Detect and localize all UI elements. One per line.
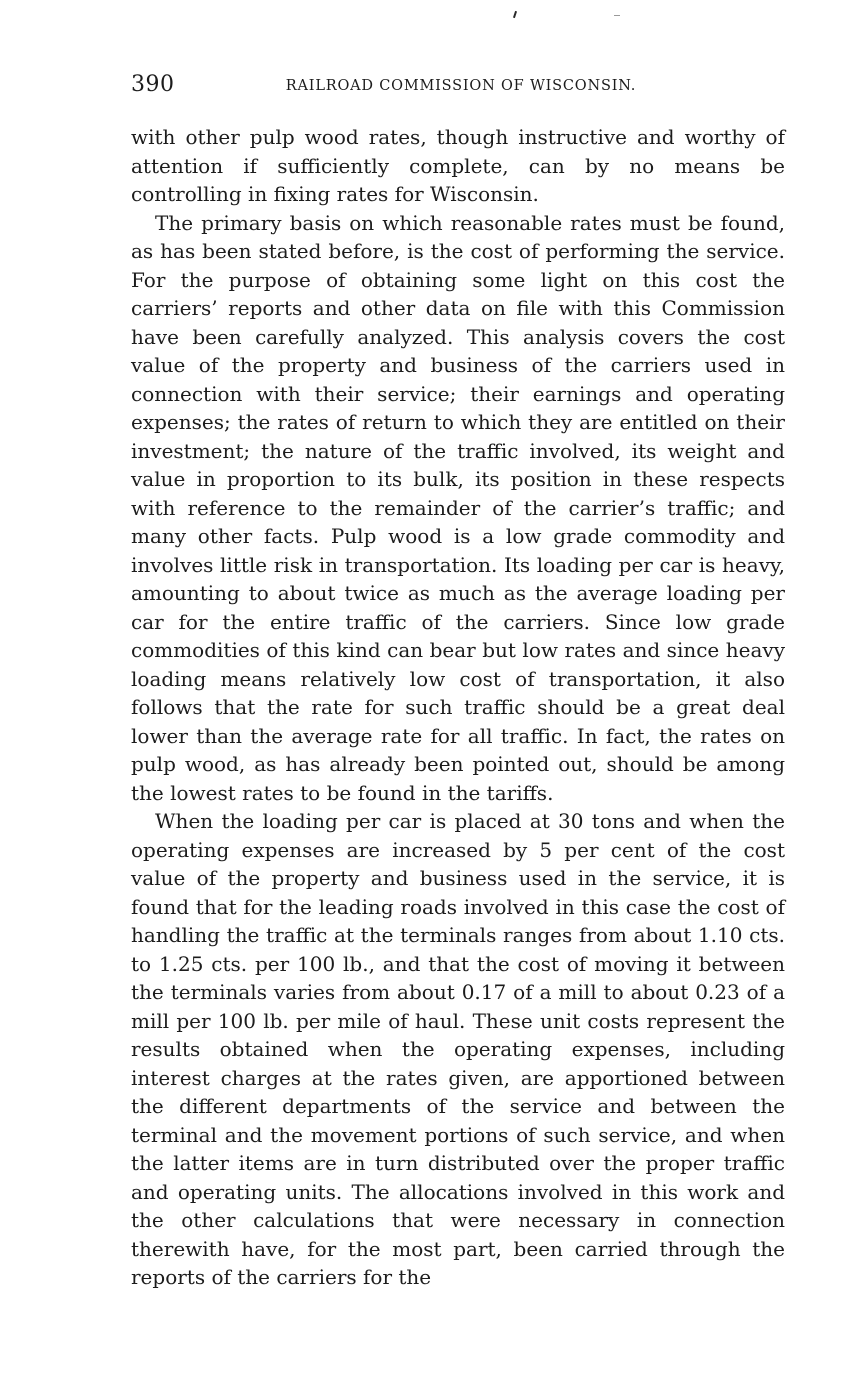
ink-speck bbox=[513, 11, 517, 18]
running-head bbox=[131, 70, 785, 100]
running-title: RAILROAD COMMISSION OF WISCONSIN. bbox=[285, 78, 637, 94]
paragraph-cost-basis: The primary basis on which reasonable rates must be found, as has been stated before, is the cost of performing the service. For the purpose of obtaining some light on this cost the carriers’ reports and other data on file with this Commission have been carefully analyzed. This analysis covers the cost value of the property and business of the carriers used in connection with their service; their earnings and operating expenses; the rates of return to which they are entitled on their investment; the nature of the traffic involved, its weight and value in proportion to its bulk, its position in these respects with reference to the remainder of the carrier’s traffic; and many other facts. Pulp wood is a low grade commodity and involves little risk in transportation. Its loading per car is heavy, amounting to about twice as much as the average loading per car for the entire traffic of the carriers. Since low grade commodities of this kind can bear but low rates and since heavy loading means relatively low cost of transportation, it also follows that the rate for such traffic should be a great deal lower than the average rate for all traffic. In fact, the rates on pulp wood, as has already been pointed out, should be among the lowest rates to be found in the tariffs. bbox=[131, 210, 785, 805]
paragraph-continuation: with other pulp wood rates, though instructive and worthy of attention if sufficiently complete, can by no means be controlling in fixing rates for Wisconsin. bbox=[131, 125, 785, 206]
page-number: 390 bbox=[131, 72, 175, 97]
paragraph-loading-costs: When the loading per car is placed at 30 tons and when the operating expenses are increased by 5 per cent of the cost value of the property and business used in the service, it is found that for the leading roads involved in this case the cost of handling the traffic at the terminals ranges from about 1.10 cts. to 1.25 cts. per 100 lb., and that the cost of moving it between the terminals varies from about 0.17 of a mill to about 0.23 of a mill per 100 lb. per mile of haul. These unit costs represent the results obtained when the operating expenses, including interest charges at the rates given, are apportioned between the different departments of the service and between the terminal and the movement portions of such service, and when the latter items are in turn distributed over the proper traffic and operating units. The allocations involved in this work and the other calculations that were necessary in connection therewith have, for the most part, been carried through the reports of the carriers for the bbox=[131, 809, 785, 1289]
body-text bbox=[131, 123, 785, 1292]
ink-speck bbox=[614, 15, 620, 16]
